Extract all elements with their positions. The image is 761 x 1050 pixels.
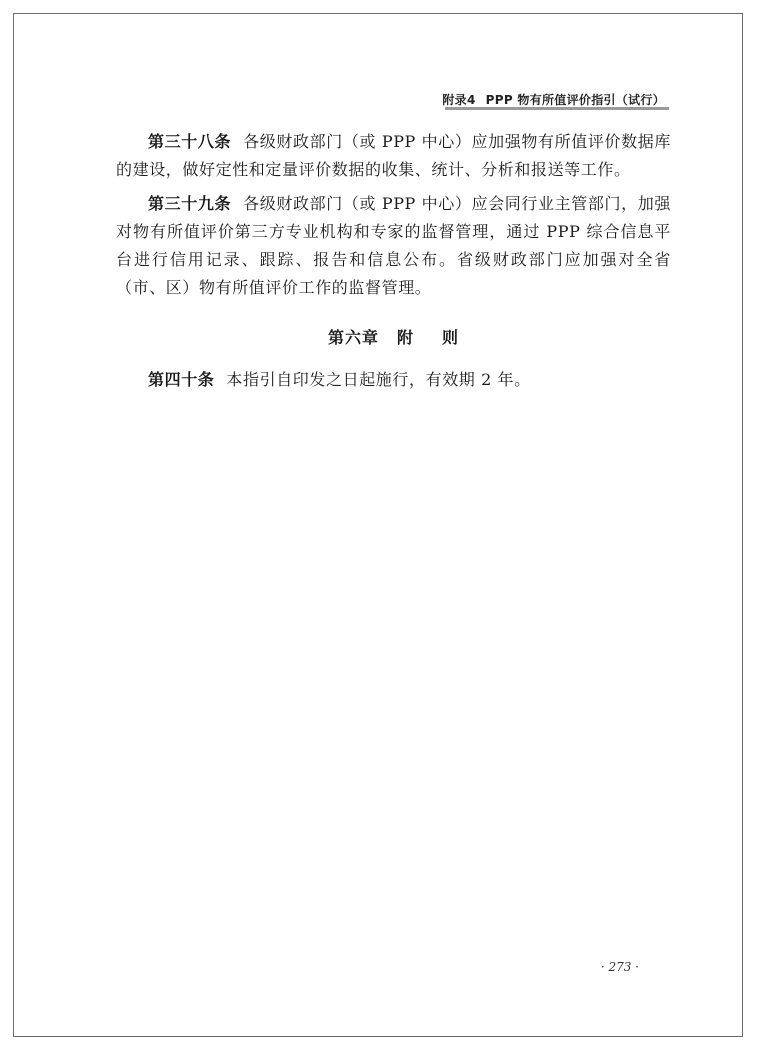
- header-rule: [445, 107, 669, 110]
- article-39: [116, 190, 671, 302]
- article-label: 第四十条: [148, 370, 215, 389]
- page-number: · 273 ·: [600, 960, 639, 974]
- chapter-title-char-1: 附: [396, 328, 414, 347]
- appendix-title: PPP 物有所值评价指引（试行）: [485, 93, 665, 107]
- chapter-number: 第六章: [327, 328, 379, 347]
- article-38: [116, 128, 671, 184]
- running-header: [442, 91, 665, 108]
- appendix-label: 附录4: [442, 93, 476, 107]
- article-text: 各级财政部门（或 PPP 中心）应会同行业主管部门，加强对物有所值评价第三方专业机构和专家的监督管理，通过 PPP 综合信息平台进行信用记录、跟踪、报告和信息公布。省级财政部门应加强对全省（市、区）物有所值评价工作的监督管理。: [116, 194, 671, 297]
- chapter-heading: [116, 324, 671, 352]
- article-label: 第三十九条: [148, 194, 232, 213]
- body-text: [116, 128, 671, 394]
- article-label: 第三十八条: [148, 132, 232, 151]
- article-40: [116, 366, 671, 394]
- chapter-title-char-2: 则: [442, 328, 460, 347]
- article-text: 各级财政部门（或 PPP 中心）应加强物有所值评价数据库的建设，做好定性和定量评价数据的收集、统计、分析和报送等工作。: [116, 132, 671, 179]
- article-text: 本指引自印发之日起施行，有效期 2 年。: [226, 370, 531, 389]
